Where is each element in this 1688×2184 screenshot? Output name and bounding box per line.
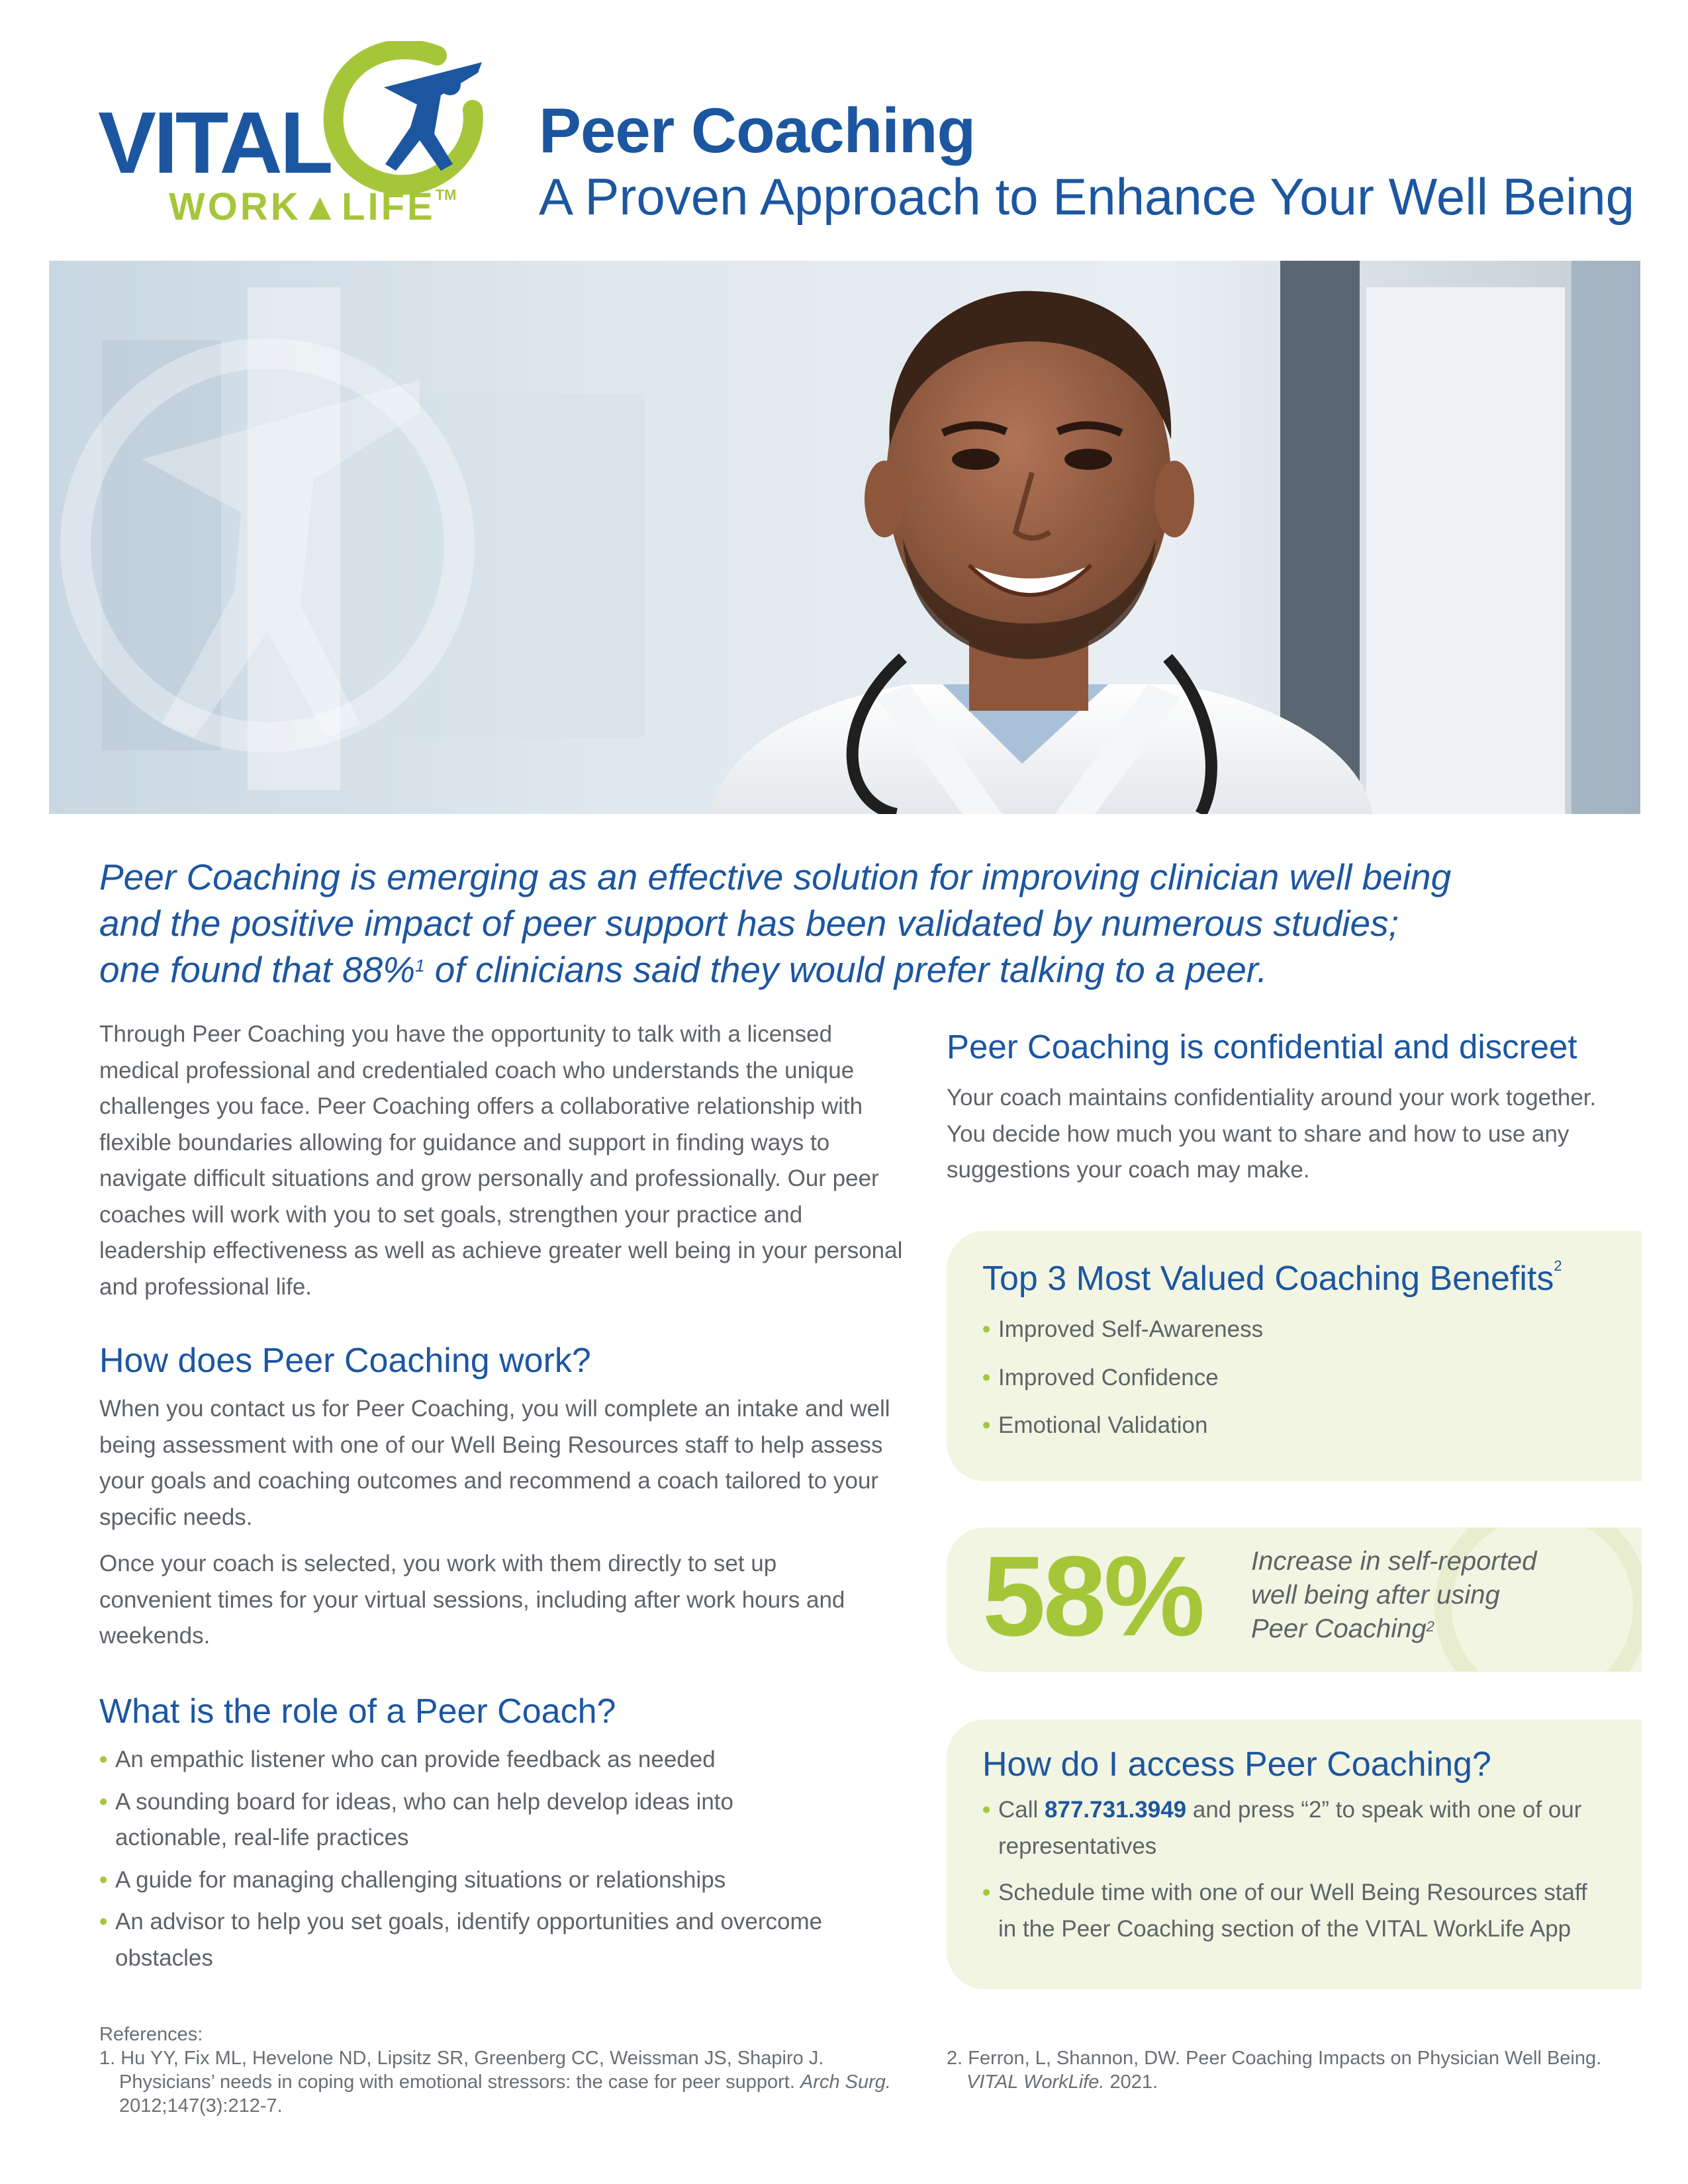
stat-line-1: Increase in self-reported — [1251, 1547, 1537, 1576]
bullet-icon: • — [99, 1909, 108, 1934]
list-item — [99, 1742, 827, 1778]
bullet-icon: • — [99, 1866, 108, 1893]
stat-line-3-text: Peer Coaching — [1251, 1614, 1427, 1643]
references-right — [947, 2046, 1622, 2094]
intro-line-3 — [99, 946, 1589, 993]
hero-photo-doctor — [49, 261, 1640, 814]
confidential-heading: Peer Coaching is confidential and discreet — [947, 1028, 1577, 1066]
role-item-text: A guide for managing challenging situations or relationships — [115, 1866, 726, 1893]
benefit-text: Emotional Validation — [998, 1412, 1208, 1438]
how-paragraph-2: Once your coach is selected, you work with them directly to set up convenient times for your virtual sessions, including after work hours and weekends. — [99, 1551, 845, 1649]
list-item — [982, 1360, 1578, 1396]
benefits-heading-text: Top 3 Most Valued Coaching Benefits — [982, 1259, 1554, 1298]
benefits-heading — [982, 1257, 1562, 1298]
benefit-text: Improved Confidence — [998, 1364, 1219, 1390]
stat-line-2: well being after using — [1251, 1580, 1500, 1610]
phone-number-link[interactable]: 877.731.3949 — [1045, 1797, 1187, 1823]
access-call-rest: and press “2” to speak with one of our representatives — [998, 1797, 1582, 1859]
reference-1-citation: 2012;147(3):212-7. — [119, 2095, 283, 2116]
access-list — [982, 1792, 1598, 1947]
reference-1 — [99, 2046, 907, 2118]
reference-1-text: 1. Hu YY, Fix ML, Hevelone ND, Lipsitz SR, Greenberg CC, Weissman JS, Shapiro J. Physicians’ needs in coping with emotional stressors: the case for peer support. — [99, 2048, 824, 2093]
references-left — [99, 2023, 907, 2118]
list-item — [99, 1862, 827, 1899]
confidential-paragraph: Your coach maintains confidentiality around your work together. You decide how much you want to share and how to use any suggestions your coach may make. — [947, 1085, 1597, 1183]
stat-description — [1251, 1545, 1595, 1646]
list-item — [982, 1875, 1598, 1947]
role-item-text: An empathic listener who can provide feedback as needed — [115, 1747, 716, 1772]
bullet-icon: • — [982, 1880, 991, 1905]
page-subtitle: A Proven Approach to Enhance Your Well Being — [539, 167, 1635, 226]
role-list — [99, 1742, 827, 1976]
bullet-icon: • — [99, 1747, 108, 1772]
access-heading: How do I access Peer Coaching? — [982, 1745, 1491, 1784]
logo-word-vital: VITAL — [98, 94, 331, 191]
how-heading: How does Peer Coaching work? — [99, 1342, 591, 1380]
logo-tm: TM — [435, 187, 457, 203]
bullet-icon: • — [99, 1788, 108, 1815]
intro-line-1: Peer Coaching is emerging as an effective solution for improving clinician well being — [99, 856, 1452, 897]
access-call-text: Call — [998, 1797, 1045, 1823]
reference-2-journal: VITAL WorkLife. — [966, 2071, 1105, 2093]
benefits-list — [982, 1312, 1578, 1444]
how-paragraph-1: When you contact us for Peer Coaching, you will complete an intake and well being assessment with one of our Well Being Resources staff to help assess your goals and coaching outcomes and recommend a coach tailored to your specific needs. — [99, 1396, 890, 1530]
vital-worklife-logo — [93, 41, 490, 233]
benefit-text: Improved Self-Awareness — [998, 1316, 1264, 1342]
reference-2-citation: 2021. — [1104, 2071, 1158, 2093]
reference-2-text: 2. Ferron, L, Shannon, DW. Peer Coaching Impacts on Physician Well Being. — [947, 2048, 1602, 2069]
reference-2 — [947, 2046, 1622, 2094]
role-item-text: An advisor to help you set goals, identify opportunities and overcome obstacles — [115, 1909, 823, 1971]
stat-line-3 — [1251, 1612, 1595, 1646]
list-item — [982, 1792, 1598, 1864]
bullet-icon: • — [982, 1797, 991, 1823]
logo-word-worklife — [169, 185, 457, 228]
list-item — [982, 1408, 1578, 1444]
intro-statement — [99, 854, 1589, 993]
bullet-icon: • — [982, 1364, 991, 1390]
intro-line-3b: of clinicians said they would prefer talking to a peer. — [424, 949, 1268, 990]
role-heading: What is the role of a Peer Coach? — [99, 1692, 616, 1731]
intro-line-3a: one found that 88% — [99, 949, 416, 990]
list-item — [982, 1312, 1578, 1348]
stat-value: 58% — [982, 1533, 1203, 1660]
logo-figure-icon — [311, 41, 490, 200]
intro-line-2: and the positive impact of peer support has been validated by numerous studies; — [99, 903, 1399, 944]
role-item-text: A sounding board for ideas, who can help develop ideas into actionable, real-life practices — [115, 1788, 733, 1850]
list-item — [99, 1904, 827, 1976]
intro-footnote-1: 1 — [415, 956, 425, 976]
benefits-footnote: 2 — [1554, 1257, 1562, 1274]
bullet-icon: • — [982, 1412, 991, 1438]
reference-1-journal: Arch Surg. — [800, 2071, 891, 2093]
stat-footnote: 2 — [1426, 1618, 1434, 1635]
page-title: Peer Coaching — [539, 95, 976, 166]
bullet-icon: • — [982, 1316, 991, 1342]
logo-worklife-text: WORK▲LIFE — [169, 185, 436, 228]
intro-body-paragraph: Through Peer Coaching you have the opportunity to talk with a licensed medical professional and credentialed coach who understands the unique challenges you face. Peer Coaching offers a collaborative relationship with flexible boundaries allowing for guidance and support in finding ways to navigate difficult situations and grow personally and professionally. Our peer coaches will work with you to set goals, strengthen your practice and leadership effectiveness as well as achieve greater well being in your personal and professional life. — [99, 1021, 903, 1300]
list-item — [99, 1784, 827, 1856]
access-schedule-text: Schedule time with one of our Well Being Resources staff in the Peer Coaching section of the VITAL WorkLife App — [998, 1880, 1587, 1942]
references-label: References: — [99, 2024, 203, 2045]
